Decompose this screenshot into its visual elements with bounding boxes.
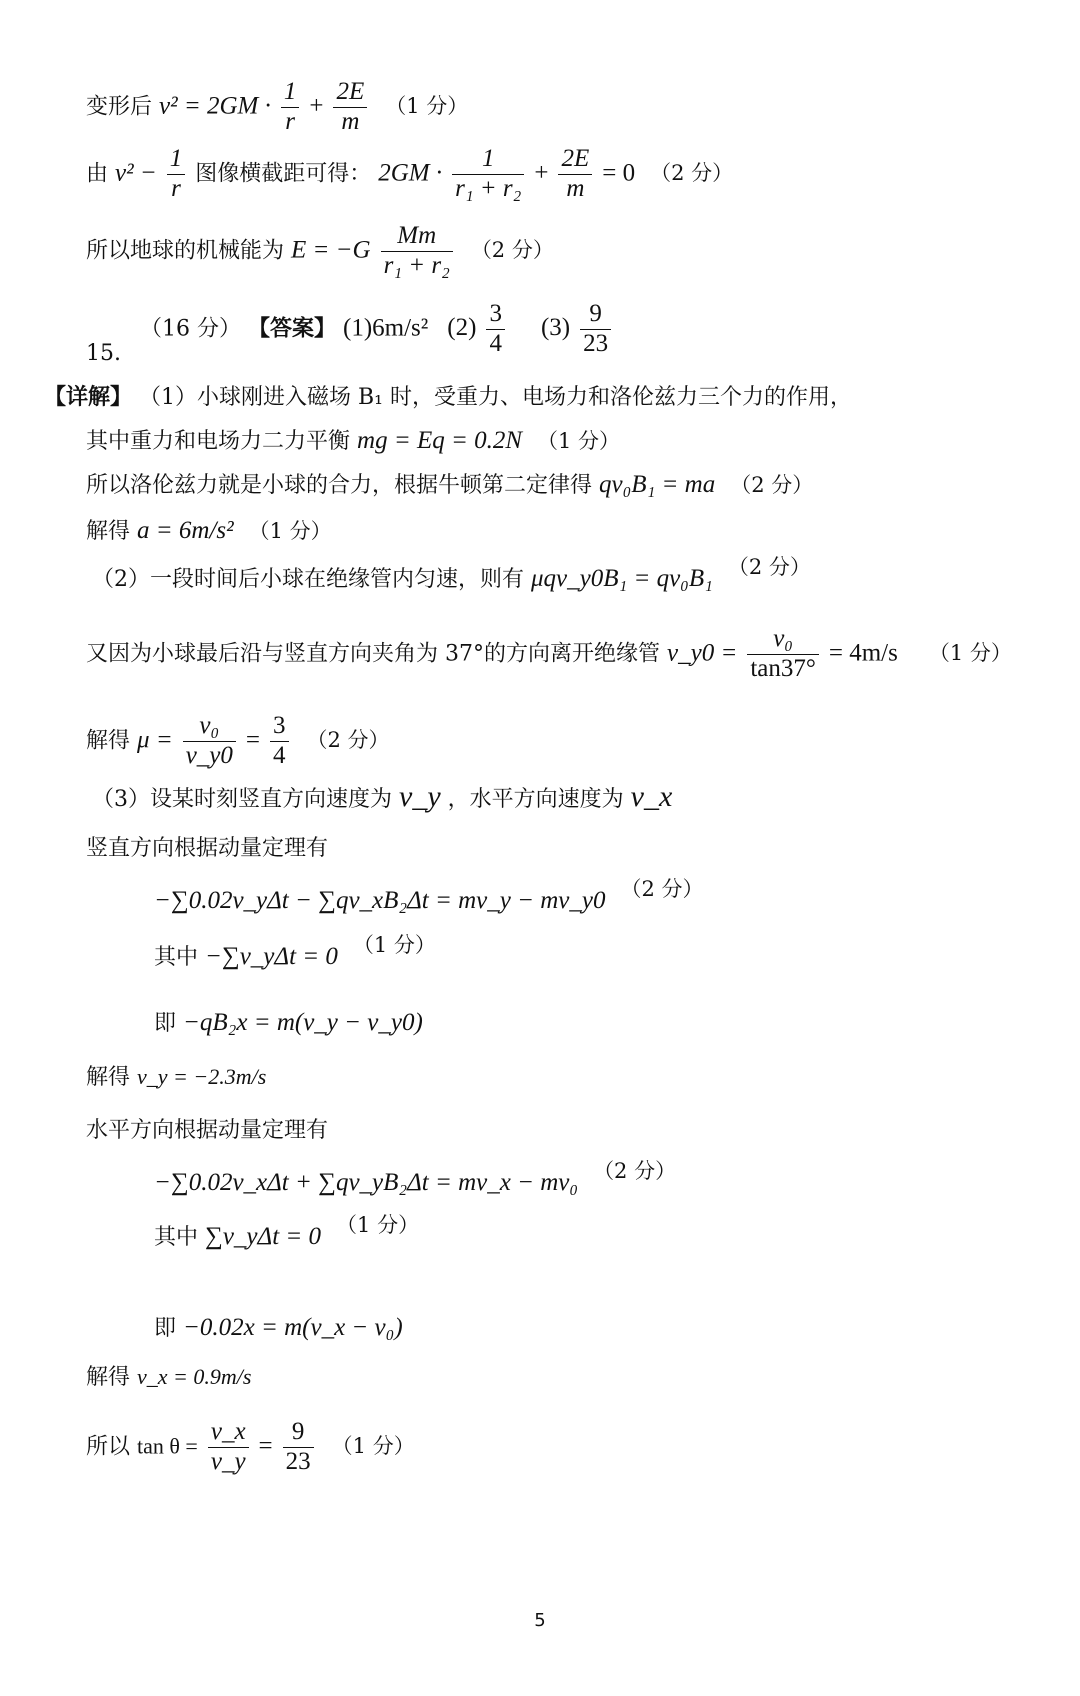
d3-score: （2 分） — [730, 473, 814, 497]
p2c-score: （2 分） — [306, 728, 390, 753]
page-number: 5 — [534, 1610, 546, 1631]
part2-line-3 — [86, 712, 390, 771]
l3-lhs: E = −G — [291, 236, 371, 264]
l2-score: （2 分） — [650, 161, 734, 186]
eq6: −0.02x = m(v_x − v₀) — [183, 1314, 403, 1341]
l2-plus: + — [534, 159, 549, 187]
p2b-frac: $\frac{\text{v₀}}{\tan 37^\circ}$ — [747, 625, 819, 684]
l2-eq: = 0 — [602, 159, 636, 187]
eq2-label: 其中 — [154, 945, 199, 970]
p2c-frac-2: $\frac{3}{4}$ — [270, 712, 289, 771]
line-1 — [86, 78, 468, 137]
l2-v: v² − — [115, 159, 157, 187]
vy-res: v_y = −2.3m/s — [137, 1064, 267, 1089]
p2b-score: （1 分） — [928, 641, 1012, 666]
part3-eq5 — [154, 1213, 420, 1250]
part3-eq4 — [154, 1159, 677, 1196]
part3-eq1 — [154, 877, 704, 914]
q15-a2: (2) — [447, 314, 477, 342]
l2-frac-2: $\frac{1}{\text{r₁ + r₂}}$ — [452, 145, 524, 204]
l1-frac-2: $\frac{2E}{m}$ — [333, 78, 367, 137]
p3-vy: v_y — [399, 780, 441, 813]
line-3 — [86, 222, 554, 281]
p2c-frac-1: $\frac{\text{v₀}}{v\_y0}$ — [183, 712, 236, 771]
tan-frac-1: $\frac{v\_x}{v\_y}$ — [208, 1418, 249, 1477]
p3-text-a: （3）设某时刻竖直方向速度为 — [92, 787, 392, 812]
p2b-text: 又因为小球最后沿与竖直方向夹角为 37°的方向离开绝缘管 — [86, 641, 660, 667]
part3-vert-title: 竖直方向根据动量定理有 — [86, 836, 329, 861]
part2-line-1 — [92, 555, 811, 592]
part3-vx-result — [86, 1366, 251, 1389]
l2-mid: 图像横截距可得： — [195, 161, 372, 187]
tan-frac-2: $\frac{9}{23}$ — [283, 1418, 314, 1477]
eq5-label: 其中 — [154, 1225, 199, 1250]
part3-final — [86, 1418, 415, 1477]
eq1: −∑0.02v_yΔt − ∑qv_xB₂Δt = mv_y − mv_y0 — [154, 887, 606, 914]
eq4: −∑0.02v_xΔt + ∑qv_yB₂Δt = mv_x − mv₀ — [154, 1169, 579, 1196]
l2-label: 由 — [86, 161, 109, 187]
part3-horiz-title: 水平方向根据动量定理有 — [86, 1118, 329, 1143]
vx-res-label: 解得 — [86, 1365, 131, 1390]
l1-frac-1: $\frac{1}{r}$ — [281, 78, 300, 137]
d3-eq: qv₀B₁ = ma — [599, 471, 716, 498]
p2c-text: 解得 — [86, 728, 131, 754]
eq2-score: （1 分） — [352, 933, 436, 957]
d4-text: 解得 — [86, 519, 131, 544]
p2-text: （2）一段时间后小球在绝缘管内匀速，则有 — [92, 567, 524, 592]
l3-frac: $\frac{Mm}{\text{r₁ + r₂}}$ — [381, 222, 453, 281]
d2-text: 其中重力和电场力二力平衡 — [86, 429, 351, 454]
l2-frac-1: $\frac{1}{r}$ — [167, 145, 186, 204]
p2c-lhs: μ = — [137, 726, 173, 754]
p2-eq: μqv_y0B₁ = qv₀B₁ — [531, 565, 713, 592]
eq1-score: （2 分） — [620, 877, 704, 901]
q15-a3: (3) — [540, 314, 571, 342]
q15-a3-frac: $\frac{9}{23}$ — [580, 300, 611, 359]
eq5-score: （1 分） — [336, 1213, 420, 1237]
p2-score: （2 分） — [727, 555, 811, 579]
tan-eq: = — [258, 1432, 273, 1460]
tan-lhs: tan θ = — [137, 1433, 198, 1459]
line-2 — [86, 145, 733, 204]
l1-label: 变形后 — [86, 94, 153, 120]
l1-lhs: v² = 2GM · — [159, 92, 271, 120]
vy-res-label: 解得 — [86, 1065, 131, 1090]
part3-eq6 — [154, 1315, 403, 1340]
p2b-rhs: = 4m/s — [828, 639, 898, 667]
part2-line-2 — [86, 625, 1012, 684]
l2-frac-3: $\frac{2E}{m}$ — [558, 145, 592, 204]
eq3-label: 即 — [154, 1011, 177, 1036]
part3-eq2 — [154, 933, 436, 970]
detail-line-2 — [86, 428, 620, 453]
final-label: 所以 — [86, 1434, 131, 1460]
p2c-eq: = — [245, 726, 260, 754]
q15-number: 15. — [86, 341, 121, 366]
l1-plus: + — [309, 92, 324, 120]
p3-text-b: ，水平方向速度为 — [447, 787, 624, 812]
detail-line-1 — [44, 386, 852, 409]
q15-a2-frac: $\frac{3}{4}$ — [486, 300, 505, 359]
d4-eq: a = 6m/s² — [137, 517, 234, 544]
l3-label: 所以地球的机械能为 — [86, 238, 285, 264]
vx-res: v_x = 0.9m/s — [137, 1364, 252, 1389]
p2b-lhs: v_y0 = — [667, 639, 738, 667]
l1-score: （1 分） — [385, 94, 469, 119]
eq6-label: 即 — [154, 1316, 177, 1341]
part3-eq3 — [154, 1010, 423, 1035]
q15-a1: (1)6m/s² — [343, 314, 429, 342]
d4-score: （1 分） — [248, 519, 332, 543]
eq2: −∑v_yΔt = 0 — [205, 943, 338, 970]
d3-text: 所以洛伦兹力就是小球的合力，根据牛顿第二定律得 — [86, 473, 593, 498]
d2-score: （1 分） — [537, 429, 621, 453]
p3-vx: v_x — [630, 780, 673, 813]
q15-answer-line — [140, 300, 614, 359]
l3-score: （2 分） — [470, 238, 554, 263]
eq5: ∑v_yΔt = 0 — [205, 1223, 322, 1250]
detail-tag: 【详解】 — [44, 384, 133, 410]
d2-eq: mg = Eq = 0.2N — [357, 427, 523, 454]
d1-text: （1）小球刚进入磁场 B₁ 时，受重力、电场力和洛伦兹力三个力的作用， — [139, 385, 852, 410]
detail-line-3 — [86, 472, 813, 497]
l2-lhs: 2GM · — [378, 159, 443, 187]
q15-points: （16 分） — [140, 316, 241, 342]
part3-line-1 — [92, 782, 672, 812]
eq3: −qB₂x = m(v_y − v_y0) — [183, 1009, 423, 1036]
part3-vy-result — [86, 1066, 266, 1089]
detail-line-4 — [86, 518, 332, 543]
final-score: （1 分） — [331, 1434, 415, 1459]
q15-answer-tag: 【答案】 — [248, 315, 337, 342]
eq4-score: （2 分） — [593, 1159, 677, 1183]
